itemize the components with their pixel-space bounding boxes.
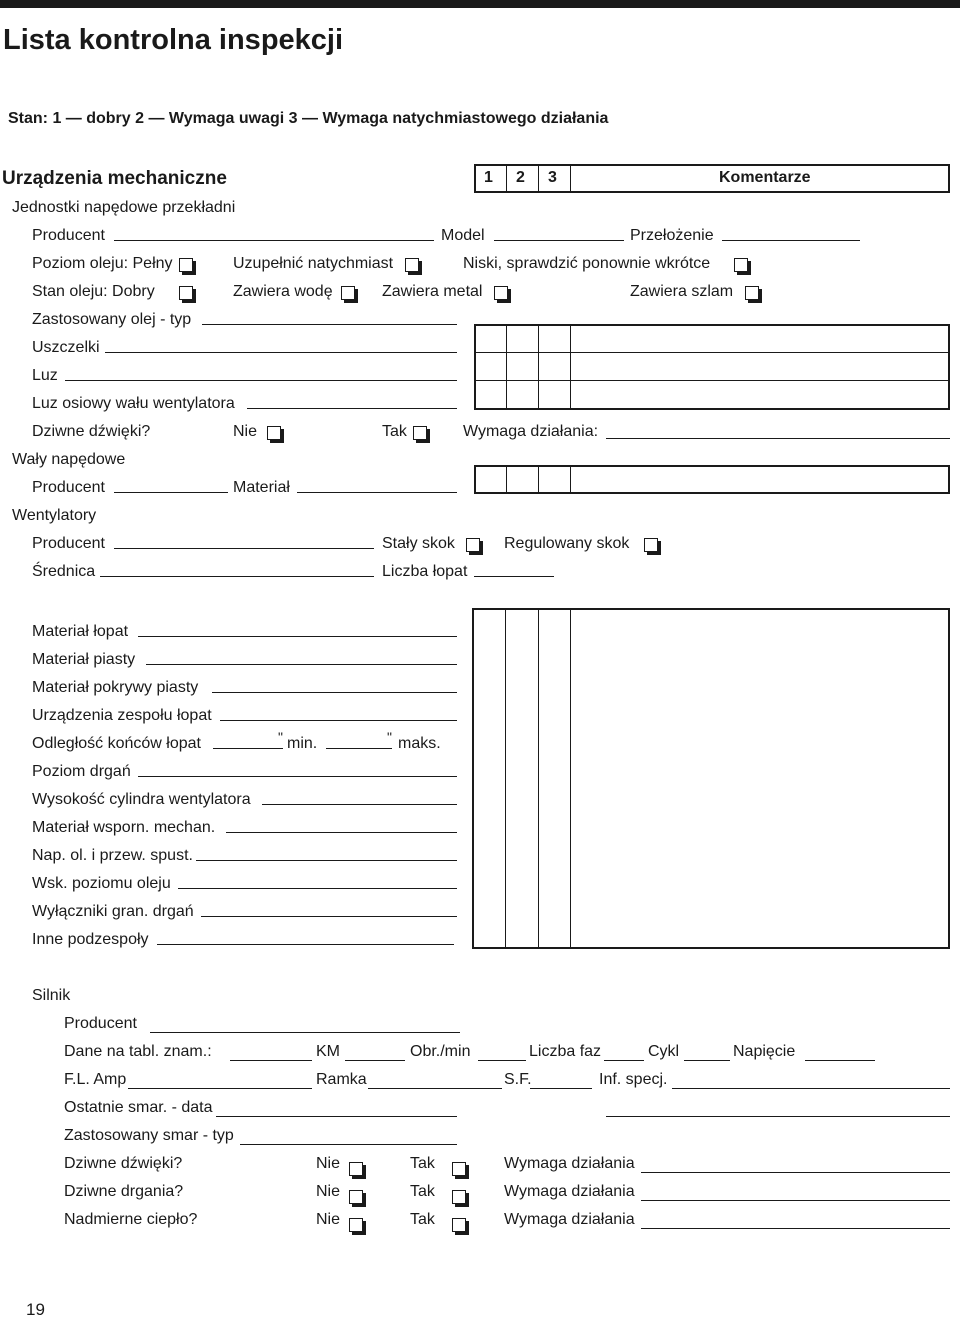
drive-shafts-heading: Wały napędowe	[12, 451, 126, 468]
motor-heading: Silnik	[32, 987, 71, 1004]
max-label: maks.	[398, 735, 441, 752]
fl-amp-field[interactable]	[128, 1088, 312, 1089]
other-spec-label: Inf. specj.	[599, 1071, 668, 1088]
tip-clearance-min-field[interactable]	[213, 748, 283, 749]
strange-sounds-label: Dziwne dźwięki?	[32, 423, 151, 440]
drive-units-heading: Jednostki napędowe przekładni	[12, 199, 236, 216]
hub-cover-material-field[interactable]	[212, 692, 457, 693]
hp-label: KM	[316, 1043, 340, 1060]
drain-field[interactable]	[196, 860, 457, 861]
blade-material-field[interactable]	[138, 636, 457, 637]
fl-amp-label: F.L. Amp	[64, 1071, 127, 1088]
shaft-producer-field[interactable]	[114, 492, 228, 493]
last-grease-label: Ostatnie smar. - data	[64, 1099, 213, 1116]
rpm-field[interactable]	[478, 1060, 526, 1061]
stack-height-field[interactable]	[262, 804, 457, 805]
motor-vibration-no-checkbox[interactable]	[349, 1190, 363, 1204]
motor-vibration-yes-checkbox[interactable]	[452, 1190, 466, 1204]
top-rule	[0, 0, 960, 8]
header-rating-1: 1	[484, 169, 493, 186]
motor-vibration-action-field[interactable]	[641, 1200, 950, 1201]
oil-level-label: Poziom oleju: Pełny	[32, 255, 173, 272]
action-required-label: Wymaga działania	[504, 1211, 635, 1228]
drive-model-label: Model	[441, 227, 485, 244]
hub-cover-material-label: Materiał pokrywy piasty	[32, 679, 199, 696]
tip-clearance-max-field[interactable]	[326, 748, 392, 749]
no-label: Nie	[233, 423, 258, 440]
cycle-label: Cykl	[648, 1043, 680, 1060]
action-required-label: Wymaga działania	[504, 1155, 635, 1172]
motor-sounds-no-checkbox[interactable]	[349, 1162, 363, 1176]
contains-sludge-checkbox[interactable]	[745, 286, 759, 300]
drive-rating-table[interactable]	[474, 324, 950, 410]
table-divider	[506, 325, 507, 409]
table-row-divider	[475, 380, 949, 381]
fan-producer-label: Producent	[32, 535, 105, 552]
notes-field[interactable]	[606, 1116, 950, 1117]
action-required-field[interactable]	[606, 438, 950, 439]
table-divider	[538, 609, 539, 948]
adjustable-pitch-label: Regulowany skok	[504, 535, 630, 552]
fan-producer-field[interactable]	[114, 548, 374, 549]
oil-type-label: Zastosowany olej - typ	[32, 311, 192, 328]
hub-material-label: Materiał piasty	[32, 651, 136, 668]
voltage-label: Napięcie	[733, 1043, 796, 1060]
motor-overheat-label: Nadmierne ciepło?	[64, 1211, 198, 1228]
page-number: 19	[26, 1300, 45, 1319]
motor-overheat-no-checkbox[interactable]	[349, 1218, 363, 1232]
contains-metal-checkbox[interactable]	[494, 286, 508, 300]
yes-label: Tak	[410, 1211, 435, 1228]
oil-good-checkbox[interactable]	[179, 286, 193, 300]
table-divider	[570, 165, 571, 192]
header-rating-2: 2	[516, 169, 525, 186]
nameplate-field[interactable]	[230, 1060, 312, 1061]
contains-metal-label: Zawiera metal	[382, 283, 483, 300]
drive-ratio-label: Przełożenie	[630, 227, 714, 244]
table-divider	[538, 466, 539, 493]
yes-label: Tak	[410, 1183, 435, 1200]
shaft-material-label: Materiał	[233, 479, 290, 496]
yes-label: Tak	[382, 423, 407, 440]
low-recheck-checkbox[interactable]	[734, 258, 748, 272]
other-components-field[interactable]	[157, 944, 454, 945]
shafts-rating-table[interactable]	[474, 465, 950, 494]
rating-header-table	[474, 164, 950, 193]
diameter-label: Średnica	[32, 563, 96, 580]
oil-condition-label: Stan oleju: Dobry	[32, 283, 155, 300]
fixed-pitch-label: Stały skok	[382, 535, 455, 552]
phases-field[interactable]	[604, 1060, 644, 1061]
oil-gauge-label: Wsk. poziomu oleju	[32, 875, 171, 892]
blade-assembly-label: Urządzenia zespołu łopat	[32, 707, 212, 724]
fan-shaft-play-label: Luz osiowy wału wentylatora	[32, 395, 235, 412]
blade-count-field[interactable]	[474, 576, 554, 577]
no-label: Nie	[316, 1211, 341, 1228]
refill-now-checkbox[interactable]	[405, 258, 419, 272]
min-label: min.	[287, 735, 318, 752]
low-recheck-label: Niski, sprawdzić ponownie wkrótce	[463, 255, 711, 272]
mech-support-field[interactable]	[226, 832, 457, 833]
seals-label: Uszczelki	[32, 339, 100, 356]
no-label: Nie	[316, 1155, 341, 1172]
inch-mark-icon: "	[387, 729, 392, 745]
mech-support-label: Materiał wsporn. mechan.	[32, 819, 216, 836]
contains-water-checkbox[interactable]	[341, 286, 355, 300]
adjustable-pitch-checkbox[interactable]	[644, 538, 658, 552]
section-title-mechanical: Urządzenia mechaniczne	[2, 168, 227, 189]
page-title: Lista kontrolna inspekcji	[3, 24, 344, 56]
header-comments: Komentarze	[719, 169, 811, 186]
seals-field[interactable]	[105, 352, 457, 353]
blade-assembly-field[interactable]	[220, 720, 457, 721]
shaft-material-field[interactable]	[297, 492, 457, 493]
action-required-label: Wymaga działania:	[463, 423, 599, 440]
vibration-level-field[interactable]	[138, 776, 457, 777]
table-divider	[570, 325, 571, 409]
grease-type-field[interactable]	[240, 1144, 457, 1145]
stack-height-label: Wysokość cylindra wentylatora	[32, 791, 251, 808]
fan-details-rating-table[interactable]	[472, 608, 950, 949]
oil-full-checkbox[interactable]	[179, 258, 193, 272]
inch-mark-icon: "	[278, 729, 283, 745]
grease-type-label: Zastosowany smar - typ	[64, 1127, 234, 1144]
hp-field[interactable]	[345, 1060, 405, 1061]
sf-field[interactable]	[530, 1088, 592, 1089]
fixed-pitch-checkbox[interactable]	[466, 538, 480, 552]
contains-water-label: Zawiera wodę	[233, 283, 333, 300]
fan-shaft-play-field[interactable]	[247, 408, 457, 409]
frame-label: Ramka	[316, 1071, 367, 1088]
motor-producer-field[interactable]	[150, 1032, 460, 1033]
drain-label: Nap. ol. i przew. spust.	[32, 847, 193, 864]
motor-vibration-label: Dziwne drgania?	[64, 1183, 184, 1200]
blade-material-label: Materiał łopat	[32, 623, 129, 640]
sounds-yes-checkbox[interactable]	[413, 426, 427, 440]
frame-field[interactable]	[368, 1088, 502, 1089]
diameter-field[interactable]	[100, 576, 374, 577]
sf-label: S.F.	[504, 1071, 532, 1088]
table-divider	[506, 165, 507, 192]
drive-producer-label: Producent	[32, 227, 105, 244]
table-divider	[570, 466, 571, 493]
tip-clearance-label: Odległość końców łopat	[32, 735, 201, 752]
drive-model-field[interactable]	[494, 240, 624, 241]
table-divider	[505, 609, 506, 948]
table-divider	[570, 609, 571, 948]
drive-producer-field[interactable]	[114, 240, 434, 241]
vibration-level-label: Poziom drgań	[32, 763, 131, 780]
motor-sounds-action-field[interactable]	[641, 1172, 950, 1173]
oil-gauge-field[interactable]	[178, 888, 457, 889]
blade-count-label: Liczba łopat	[382, 563, 468, 580]
drive-ratio-field[interactable]	[722, 240, 860, 241]
sounds-no-checkbox[interactable]	[267, 426, 281, 440]
table-divider	[538, 165, 539, 192]
other-components-label: Inne podzespoły	[32, 931, 149, 948]
table-row-divider	[475, 352, 949, 353]
yes-label: Tak	[410, 1155, 435, 1172]
nameplate-label: Dane na tabl. znam.:	[64, 1043, 212, 1060]
vibration-switch-label: Wyłączniki gran. drgań	[32, 903, 194, 920]
motor-overheat-yes-checkbox[interactable]	[452, 1218, 466, 1232]
header-rating-3: 3	[548, 169, 557, 186]
table-divider	[538, 325, 539, 409]
hub-material-field[interactable]	[146, 664, 457, 665]
phases-label: Liczba faz	[529, 1043, 602, 1060]
motor-producer-label: Producent	[64, 1015, 137, 1032]
vibration-switch-field[interactable]	[201, 916, 457, 917]
cycle-field[interactable]	[684, 1060, 730, 1061]
rpm-label: Obr./min	[410, 1043, 471, 1060]
backlash-field[interactable]	[65, 380, 457, 381]
fans-heading: Wentylatory	[12, 507, 97, 524]
condition-legend: Stan: 1 — dobry 2 — Wymaga uwagi 3 — Wymaga natychmiastowego działania	[8, 110, 609, 127]
backlash-label: Luz	[32, 367, 58, 384]
voltage-field[interactable]	[805, 1060, 875, 1061]
motor-sounds-label: Dziwne dźwięki?	[64, 1155, 183, 1172]
oil-type-field[interactable]	[202, 324, 457, 325]
refill-now-label: Uzupełnić natychmiast	[233, 255, 394, 272]
table-divider	[506, 466, 507, 493]
motor-overheat-action-field[interactable]	[641, 1228, 950, 1229]
action-required-label: Wymaga działania	[504, 1183, 635, 1200]
motor-sounds-yes-checkbox[interactable]	[452, 1162, 466, 1176]
shaft-producer-label: Producent	[32, 479, 105, 496]
no-label: Nie	[316, 1183, 341, 1200]
last-grease-field[interactable]	[216, 1116, 457, 1117]
other-spec-field[interactable]	[672, 1088, 950, 1089]
contains-sludge-label: Zawiera szlam	[630, 283, 734, 300]
